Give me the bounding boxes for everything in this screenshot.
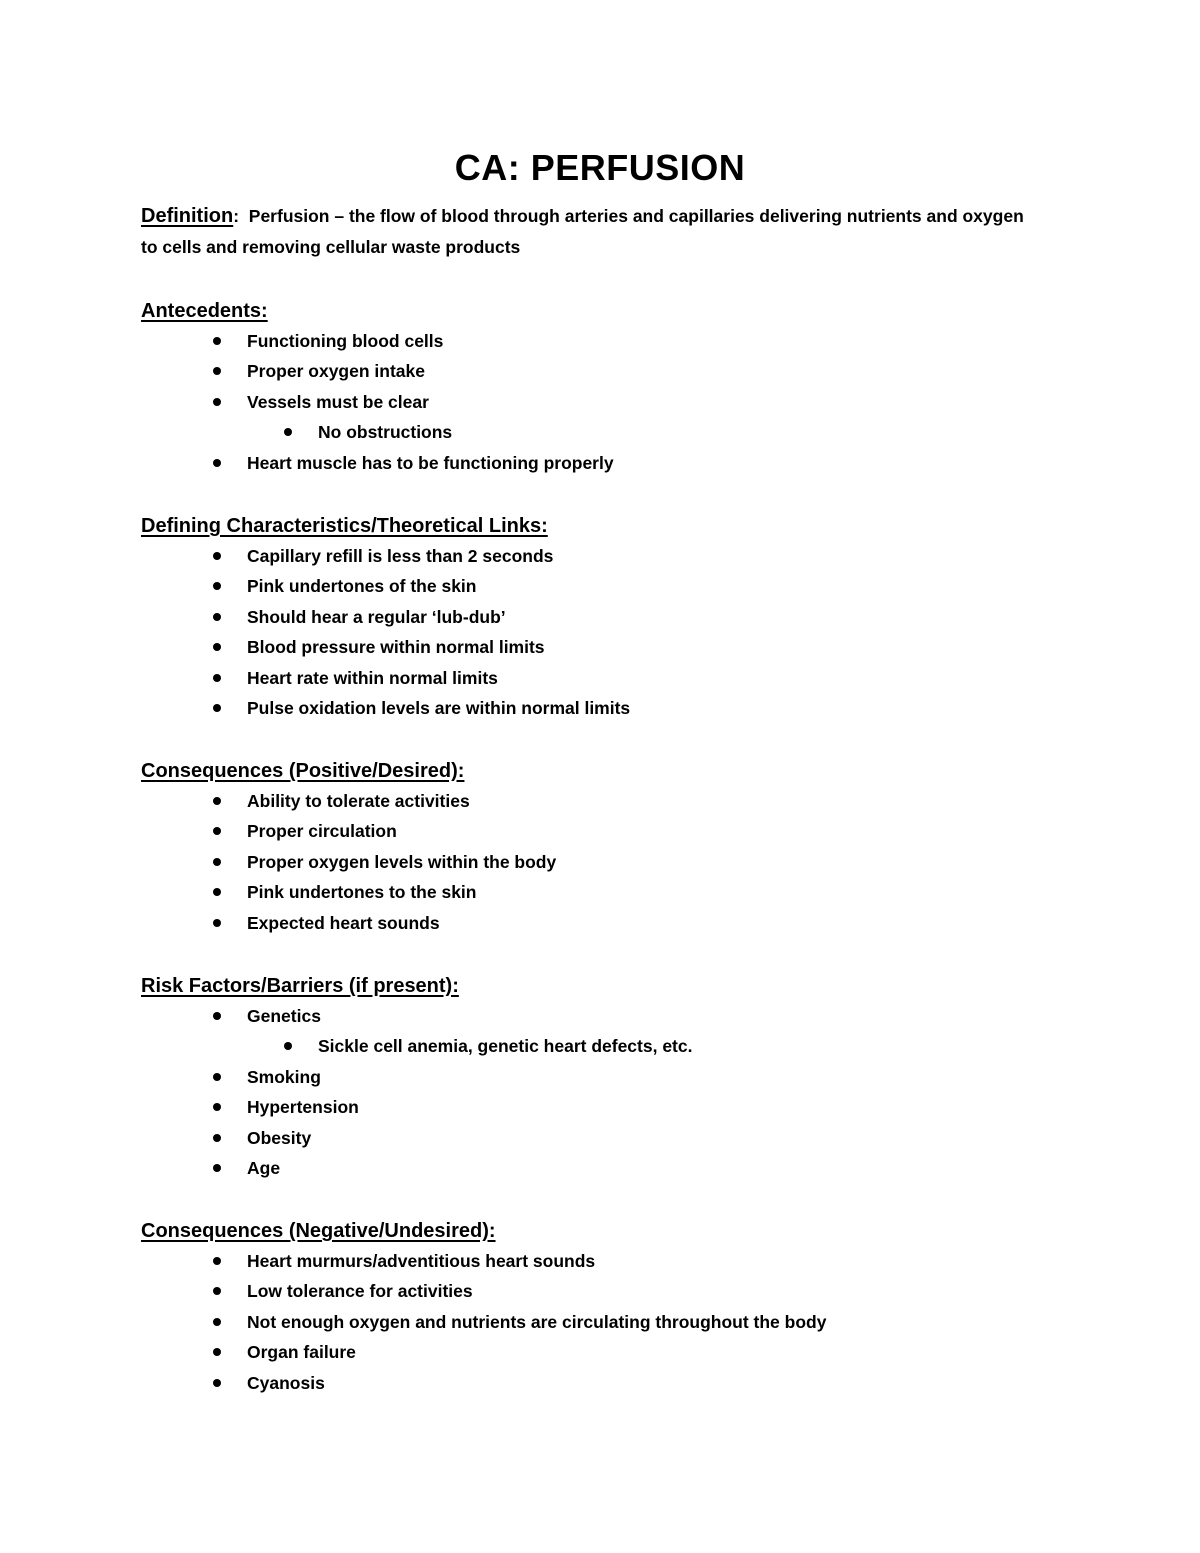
bullet-icon (213, 1134, 221, 1142)
section-heading: Defining Characteristics/Theoretical Links: (141, 515, 548, 537)
list-item-text: Capillary refill is less than 2 seconds (247, 546, 554, 566)
list-item (141, 877, 1101, 907)
bullet-icon (213, 398, 221, 406)
page-title: CA: PERFUSION (454, 147, 746, 188)
list-item (141, 448, 1101, 478)
list-item-text: Sickle cell anemia, genetic heart defects, etc. (318, 1036, 693, 1057)
list-item (141, 663, 1101, 693)
list-item-text: Heart muscle has to be functioning properly (247, 452, 614, 473)
definition-label: Definition (141, 205, 234, 227)
bullet-list (141, 326, 1101, 478)
list-item-text: Hypertension (247, 1097, 359, 1118)
list-item-text: Low tolerance for activities (247, 1281, 473, 1302)
bullet-icon (213, 919, 221, 927)
bullet-icon (213, 1257, 221, 1265)
list-item-text: Cyanosis (247, 1372, 325, 1393)
list-item-text: Should hear a regular ‘lub-dub’ (247, 606, 506, 627)
section-risk-factors (141, 971, 1101, 1183)
bullet-icon (284, 1042, 292, 1050)
list-item-text: Heart murmurs/adventitious heart sounds (247, 1251, 596, 1271)
bullet-icon (213, 367, 221, 375)
list-item-text: Expected heart sounds (247, 912, 440, 933)
list-item-text: Proper oxygen levels within the body (247, 851, 557, 872)
bullet-icon (213, 552, 221, 560)
definition-text: Perfusion – the flow of blood through arteries and capillaries delivering nutrients and oxygen to cells and removing cellular waste products (141, 206, 1024, 257)
bullet-icon (284, 428, 292, 436)
list-item (141, 1246, 1101, 1276)
list-item (141, 847, 1101, 877)
list-item (141, 1153, 1101, 1183)
bullet-icon (213, 1379, 221, 1387)
list-item (141, 541, 1101, 571)
list-item (141, 602, 1101, 632)
section-heading: Antecedents: (141, 300, 268, 322)
bullet-icon (213, 674, 221, 682)
bullet-icon (213, 643, 221, 651)
bullet-icon (213, 888, 221, 896)
list-item (141, 356, 1101, 386)
bullet-icon (213, 1164, 221, 1172)
section-heading: Consequences (Positive/Desired): (141, 760, 465, 782)
bullet-icon (213, 1012, 221, 1020)
list-item (141, 632, 1101, 662)
list-item-text: Ability to tolerate activities (247, 791, 470, 811)
bullet-icon (213, 459, 221, 467)
list-item (141, 786, 1101, 816)
bullet-list (141, 786, 1101, 938)
bullet-icon (213, 1103, 221, 1111)
list-item (141, 571, 1101, 601)
list-item (141, 1062, 1101, 1092)
list-item-text: Age (247, 1157, 281, 1178)
section-consequences-positive (141, 756, 1101, 938)
list-item (141, 908, 1101, 938)
section-heading: Consequences (Negative/Undesired): (141, 1220, 496, 1242)
bullet-icon (213, 337, 221, 345)
list-item (141, 326, 1101, 356)
list-item-text: Heart rate within normal limits (247, 667, 498, 688)
bullet-list (141, 1001, 1101, 1183)
bullet-icon (213, 704, 221, 712)
list-item-text: No obstructions (318, 422, 453, 443)
list-item (141, 387, 1101, 417)
list-item-text: Pink undertones of the skin (247, 576, 477, 597)
section-defining-characteristics (141, 511, 1101, 723)
list-item (141, 1307, 1101, 1337)
list-item-text: Obesity (247, 1127, 312, 1148)
bullet-icon (213, 1073, 221, 1081)
list-item (141, 816, 1101, 846)
list-item (141, 1001, 1101, 1031)
list-item-text: Not enough oxygen and nutrients are circulating throughout the body (247, 1311, 827, 1332)
list-item-text: Pink undertones to the skin (247, 882, 477, 903)
list-item-text: Pulse oxidation levels are within normal limits (247, 697, 631, 718)
list-item-text: Genetics (247, 1006, 321, 1026)
list-item (141, 1092, 1101, 1122)
bullet-list (141, 541, 1101, 723)
bullet-icon (213, 1318, 221, 1326)
list-item-text: Vessels must be clear (247, 391, 429, 412)
bullet-list (141, 1246, 1101, 1398)
bullet-icon (213, 827, 221, 835)
sub-list-item (141, 1031, 1101, 1061)
bullet-icon (213, 858, 221, 866)
bullet-icon (213, 797, 221, 805)
section-antecedents (141, 296, 1101, 478)
bullet-icon (213, 582, 221, 590)
bullet-icon (213, 1348, 221, 1356)
list-item-text: Functioning blood cells (247, 331, 444, 351)
list-item (141, 1123, 1101, 1153)
list-item-text: Proper oxygen intake (247, 361, 425, 382)
list-item-text: Organ failure (247, 1342, 356, 1363)
list-item (141, 1276, 1101, 1306)
section-consequences-negative (141, 1216, 1101, 1398)
sub-list-item (141, 417, 1101, 447)
bullet-icon (213, 613, 221, 621)
list-item-text: Smoking (247, 1066, 321, 1087)
list-item-text: Proper circulation (247, 821, 397, 842)
list-item (141, 1368, 1101, 1398)
bullet-icon (213, 1287, 221, 1295)
list-item-text: Blood pressure within normal limits (247, 637, 545, 658)
section-heading: Risk Factors/Barriers (if present): (141, 975, 459, 997)
list-item (141, 1337, 1101, 1367)
definition-colon: : (233, 206, 249, 226)
definition-paragraph (141, 201, 1041, 263)
list-item (141, 693, 1101, 723)
